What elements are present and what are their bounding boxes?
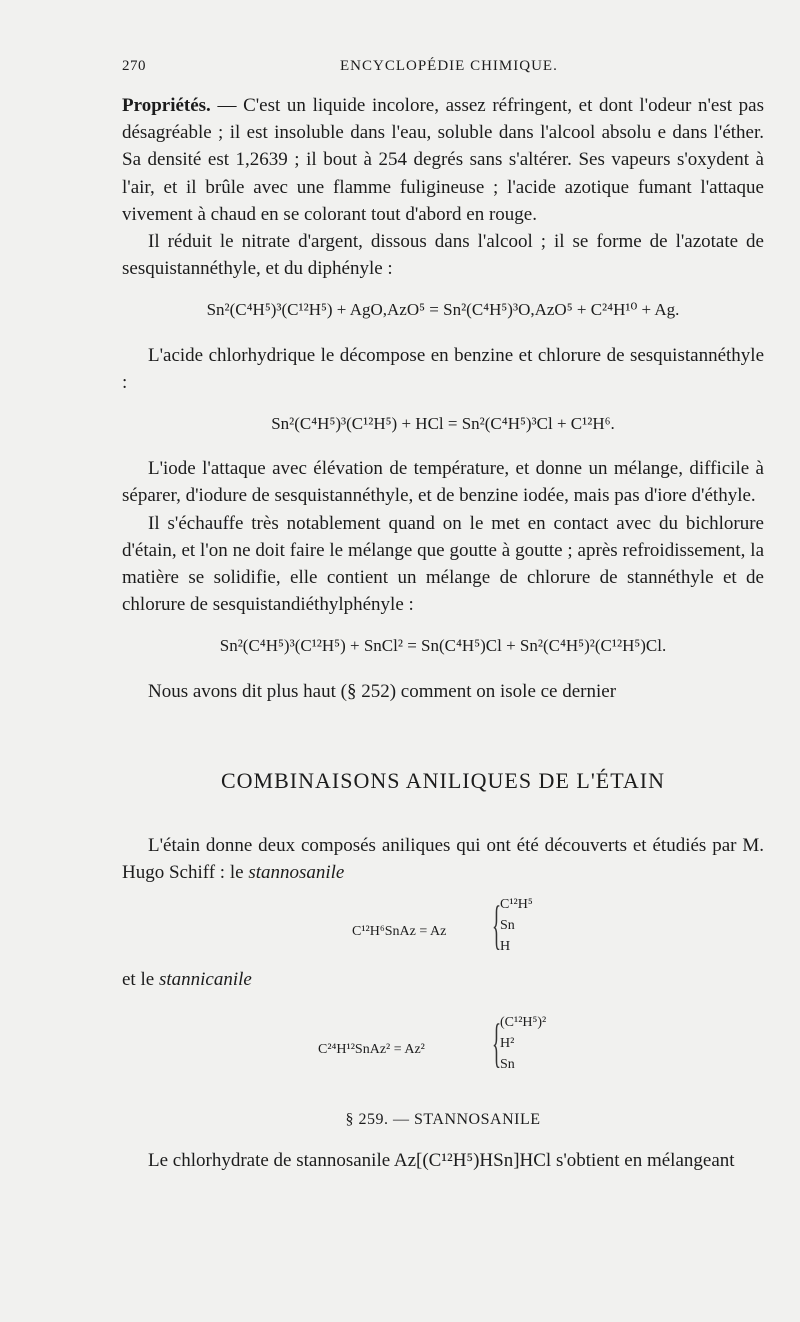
formula-lhs: C²⁴H¹²SnAz² = Az² [318,1041,425,1057]
formula-lhs: C¹²H⁶SnAz = Az [352,924,447,940]
formula-component: H² [500,1035,515,1051]
formula-component: (C¹²H⁵)² [500,1014,547,1030]
paragraph-silver-nitrate: Il réduit le nitrate d'argent, dissous dans l'alcool ; il se forme de l'azotate de sesquistannéthyle, et du diphényle : [122,231,764,280]
running-head: ENCYCLOPÉDIE CHIMIQUE. [340,58,558,74]
aniliques-text: L'étain donne deux composés aniliques qui ont été découverts et étudiés par M. Hugo Schiff : le [122,835,764,884]
paragraph-chlorhydrate: Le chlorhydrate de stannosanile Az[(C¹²H⁵)HSn]HCl s'obtient en mélangeant [148,1149,735,1171]
formula-components [500,1012,546,1075]
equation-3: Sn²(C⁴H⁵)³(C¹²H⁵) + SnCl² = Sn(C⁴H⁵)Cl + Sn²(C⁴H⁵)²(C¹²H⁵)Cl. [219,636,667,656]
page-number: 270 [122,58,146,74]
properties-label: Propriétés. [122,95,211,116]
formula-stannicanile [122,1012,764,1078]
paragraph-iodine: L'iode l'attaque avec élévation de température, et donne un mélange, difficile à séparer, d'iodure de sesquistannéthyle, et de benzine iodée, mais pas d'iore d'éthyle. [122,458,764,507]
formula-components [500,894,533,957]
stannosanile-term: stannosanile [248,862,345,884]
equation-2: Sn²(C⁴H⁵)³(C¹²H⁵) + HCl = Sn²(C⁴H⁵)³Cl + C¹²H⁶. [271,414,615,434]
properties-text: — C'est un liquide incolore, assez réfringent, et dont l'odeur n'est pas désagréable ; il est insoluble dans l'eau, soluble dans l'alcool absolu e dans l'éther. Sa densité est 1,2639 ; il bout à 254 degrés sans s'altérer. Ses vapeurs s'oxydent à l'air, et il brûle avec une flamme fuligineuse ; l'acide azotique fumant l'attaque vivement à chaud en se colorant tout d'abord en rouge. [122,95,764,225]
stannicanile-text: et le [122,969,159,991]
formula-component: Sn [500,1056,515,1072]
subsection-heading: § 259. — STANNOSANILE [345,1110,541,1128]
paragraph-reference: Nous avons dit plus haut (§ 252) comment on isole ce dernier [148,680,617,702]
paragraph-properties [122,92,764,228]
formula-component: Sn [500,918,515,934]
paragraph-hydrochloric: L'acide chlorhydrique le décompose en benzine et chlorure de sesquistannéthyle : [122,344,764,393]
section-title: COMBINAISONS ANILIQUES DE L'ÉTAIN [220,767,666,793]
brace-icon: { [492,895,502,956]
brace-icon: { [492,1012,502,1073]
page-body [122,92,764,1174]
page-header [122,58,762,82]
formula-component: C¹²H⁵ [500,897,533,913]
equation-1: Sn²(C⁴H⁵)³(C¹²H⁵) + AgO,AzO⁵ = Sn²(C⁴H⁵)³O,AzO⁵ + C²⁴H¹⁰ + Ag. [206,300,680,320]
formula-stannosanile [122,894,764,960]
paragraph-stannicanile [122,966,764,993]
paragraph-aniliques [122,832,764,886]
stannicanile-term: stannicanile [158,969,252,991]
paragraph-bichloride: Il s'échauffe très notablement quand on le met en contact avec du bichlorure d'étain, et l'on ne doit faire le mélange que goutte à goutte ; après refroidissement, la matière se solidifie, elle contient un mélange de chlorure de stannéthyle et de chlorure de sesquistandiéthylphényle : [122,512,764,616]
formula-component: H [500,939,511,955]
